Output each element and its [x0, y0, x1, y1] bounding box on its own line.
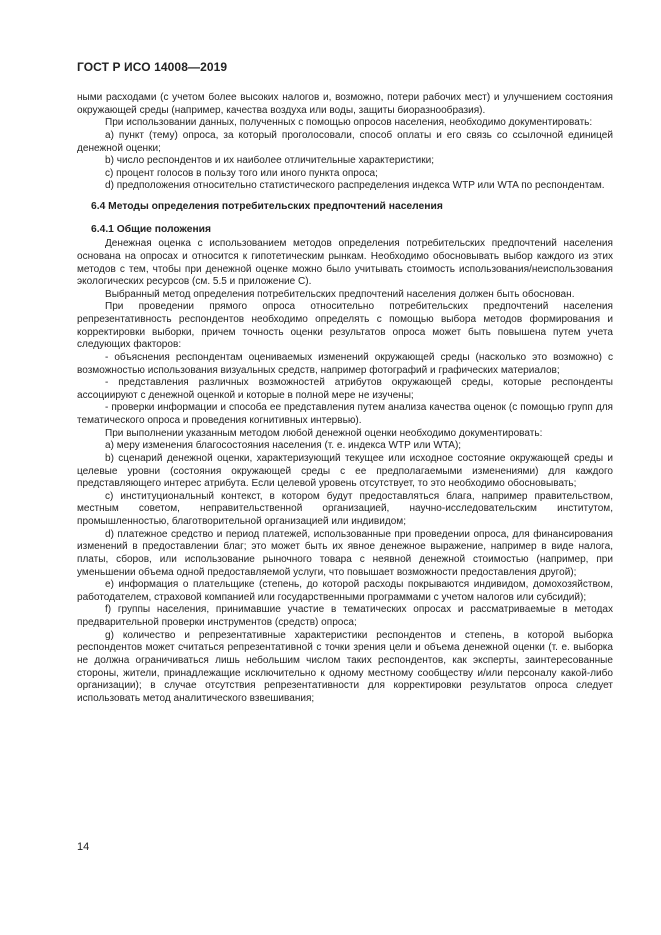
list-item: d) платежное средство и период платежей, использованные при проведении опроса, для финансирования изменений в предоставлении благ; это может быть их явное денежное выражение, например в виде налога, платы, сборов, или использование рыночного товара с неявной денежной стоимостью (например, при уменьшении объема одной предоставляемой услуги, что повышает возможности предоставления другой);: [77, 528, 613, 578]
list-item: e) информация о плательщике (степень, до которой расходы покрываются индивидом, домохозяйством, работодателем, страховой компанией или государственными программами с учетом налогов или субсидий);: [77, 579, 613, 603]
list-item: b) сценарий денежной оценки, характеризующий текущее или исходное состояние окружающей среды и целевые уровни (состояния окружающей среды с ее предполагаемыми изменениями) для каждого представляющего интерес атрибута. Если целевой уровень отсутствует, то это необходимо обосновывать;: [77, 452, 613, 490]
paragraph: При выполнении указанным методом любой денежной оценки необходимо документировать:: [105, 427, 543, 439]
section-heading: 6.4 Методы определения потребительских предпочтений населения: [91, 201, 443, 212]
list-item: b) число респондентов и их наиболее отличительные характеристики;: [105, 155, 435, 167]
list-item: - представления различных возможностей атрибутов окружающей среды, которые респонденты ассоциируют с денежной оценкой и которые в полной мере не изучены;: [77, 377, 613, 401]
list-item: c) процент голосов в пользу того или иного пункта опроса;: [105, 167, 378, 179]
list-item: - объяснения респондентам оцениваемых изменений окружающей среды (насколько это возможно) с возможностью использования визуальных средств, например фотографий и графических материалов;: [77, 351, 613, 376]
list-item: - проверки информации и способа ее представления путем анализа качества оценок (с помощью групп для тематического опроса и проведения когнитивных интервью).: [77, 402, 613, 426]
paragraph: Денежная оценка с использованием методов определения потребительских предпочтений населения основана на опросах и относится к гипотетическим рынкам. Необходимо обосновывать выбор каждого из этих методов с тем, чтобы при денежной оценке можно было учитывать стоимость использования/неиспользования экологических ресурсов (см. 5.5 и приложение С).: [77, 238, 613, 288]
paragraph: Выбранный метод определения потребительских предпочтений населения должен быть обоснован.: [105, 288, 575, 300]
list-item: c) институциональный контекст, в котором будут предоставляться блага, например правительством, местным советом, неправительственной организацией, научно-исследовательским институтом, промышленностью, благотворительной организацией или индивидом;: [77, 490, 613, 527]
page-number: 14: [77, 841, 90, 853]
list-item: a) пункт (тему) опроса, за который проголосовали, способ оплаты и его связь со ссылочной единицей денежной оценки;: [77, 129, 613, 154]
subsection-heading: 6.4.1 Общие положения: [91, 223, 211, 235]
list-item: g) количество и репрезентативные характеристики респондентов и степень, в которой выборка респондентов может считаться репрезентативной с точки зрения цели и объема денежной оценки (т. е. выборка не должна ограничиваться лишь небольшим числом таких респондентов, как эксперты, заинтересованные стороны, жители, принадлежащие исключительно к одному местному сообществу и/или персоналу какой-либо организации); в случае отсутствия репрезентативности для корректировки результатов опроса следует использовать метод аналитического взвешивания;: [77, 629, 613, 704]
page-body: [77, 92, 613, 705]
paragraph: При проведении прямого опроса относительно потребительских предпочтений населения репрезентативность респондентов необходимо определять с помощью выбора методов формирования и корректировки выборки, причем точность оценки результатов опроса может быть повышена путем учета следующих факторов:: [77, 301, 613, 351]
paragraph: ными расходами (с учетом более высоких налогов и, возможно, потери рабочих мест) и улучшением состояния окружающей среды (например, качества воздуха или воды, защиты биоразнообразия).: [77, 92, 613, 116]
document-header: ГОСТ Р ИСО 14008—2019: [77, 60, 228, 74]
list-item: f) группы населения, принимавшие участие в тематических опросах и рассматриваемые в методах предварительной проверки инструментов (средств) опроса;: [77, 604, 613, 628]
list-item: a) меру изменения благосостояния населения (т. е. индекса WTP или WTA);: [105, 440, 462, 452]
list-item: d) предположения относительно статистического распределения индекса WTP или WTA по респондентам.: [105, 180, 605, 192]
paragraph: При использовании данных, полученных с помощью опросов населения, необходимо документировать:: [105, 117, 593, 129]
